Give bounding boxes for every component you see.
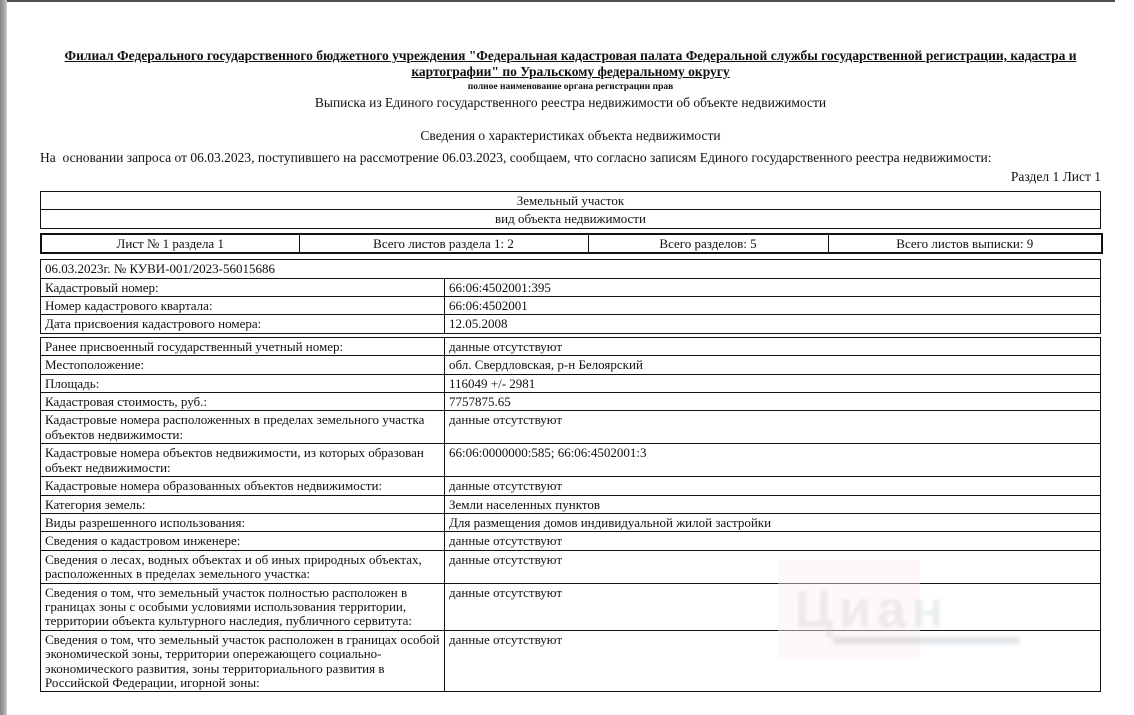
document-page (40, 48, 1101, 692)
object-type-caption: вид объекта недвижимости (41, 210, 1101, 228)
table-row (41, 374, 1101, 392)
table-row (41, 210, 1101, 228)
table-row (41, 477, 1101, 495)
section-sheet-label: Раздел 1 Лист 1 (1010, 169, 1101, 184)
doc-number: 06.03.2023г. № КУВИ-001/2023-56015686 (41, 260, 1101, 278)
sheet-info-cell: Лист № 1 раздела 1 (41, 234, 299, 253)
table-row (41, 583, 1101, 630)
row-label: Сведения о лесах, водных объектах и об иных природных объектах, расположенных в пределах земельного участка: (41, 550, 445, 583)
section-title: Сведения о характеристиках объекта недвижимости (420, 128, 721, 143)
sheet-info-cell: Всего листов выписки: 9 (828, 234, 1102, 253)
table-row (41, 356, 1101, 374)
row-label: Площадь: (41, 374, 445, 392)
scan-edge-top-artifact (7, 0, 1115, 2)
cian-watermark: Циан (795, 581, 950, 639)
row-value: 66:06:0000000:585; 66:06:4502001:3 (445, 444, 1101, 477)
row-value: 66:06:4502001:395 (445, 278, 1101, 296)
table-row (41, 260, 1101, 278)
sheet-info-cell: Всего разделов: 5 (588, 234, 828, 253)
table-row (41, 297, 1101, 315)
row-value: Земли населенных пунктов (445, 495, 1101, 513)
request-statement: На основании запроса от 06.03.2023, поступившего на рассмотрение 06.03.2023, сообщаем, что согласно записям Единого государственного реестра недвижимости: (40, 150, 992, 165)
table-row (41, 444, 1101, 477)
table-row (41, 532, 1101, 550)
row-value: Для размещения домов индивидуальной жилой застройки (445, 513, 1101, 531)
scan-edge-left-artifact (0, 0, 7, 715)
table-row (41, 630, 1101, 692)
table-row (41, 234, 1102, 253)
row-label: Дата присвоения кадастрового номера: (41, 315, 445, 333)
table-row (41, 411, 1101, 444)
row-label: Сведения о том, что земельный участок полностью расположен в границах зоны с особыми условиями использования территории, территории объекта культурного наследия, публичного сервитута: (41, 583, 445, 630)
row-label: Кадастровые номера образованных объектов недвижимости: (41, 477, 445, 495)
table-row (41, 550, 1101, 583)
sheet-info-table (40, 233, 1103, 254)
row-value: данные отсутствуют (445, 630, 1101, 692)
row-label: Кадастровые номера расположенных в пределах земельного участка объектов недвижимости: (41, 411, 445, 444)
row-value: 12.05.2008 (445, 315, 1101, 333)
row-value: данные отсутствуют (445, 532, 1101, 550)
table-row (41, 278, 1101, 296)
row-value: данные отсутствуют (445, 583, 1101, 630)
table-row (41, 192, 1101, 210)
row-label: Кадастровая стоимость, руб.: (41, 393, 445, 411)
row-value: данные отсутствуют (445, 411, 1101, 444)
row-value: данные отсутствуют (445, 337, 1101, 355)
identifiers-table (40, 259, 1101, 334)
sheet-info-cell: Всего листов раздела 1: 2 (299, 234, 588, 253)
table-row (41, 513, 1101, 531)
document-title: Выписка из Единого государственного реестра недвижимости об объекте недвижимости (314, 95, 827, 110)
row-value: 7757875.65 (445, 393, 1101, 411)
row-value: данные отсутствуют (445, 550, 1101, 583)
row-value: 66:06:4502001 (445, 297, 1101, 315)
row-value: обл. Свердловская, р-н Белоярский (445, 356, 1101, 374)
org-name: Филиал Федерального государственного бюджетного учреждения "Федеральная кадастровая палата Федеральной службы государственной регистрации, кадастра и картографии" по Уральскому федеральному округу (64, 48, 1077, 79)
row-label: Ранее присвоенный государственный учетный номер: (41, 337, 445, 355)
row-value: данные отсутствуют (445, 477, 1101, 495)
table-row (41, 315, 1101, 333)
details-table (40, 337, 1101, 693)
row-label: Местоположение: (41, 356, 445, 374)
table-row (41, 495, 1101, 513)
object-type-table (40, 191, 1101, 229)
table-row (41, 393, 1101, 411)
row-value: 116049 +/- 2981 (445, 374, 1101, 392)
row-label: Сведения о кадастровом инженере: (41, 532, 445, 550)
row-label: Кадастровый номер: (41, 278, 445, 296)
table-row (41, 337, 1101, 355)
row-label: Виды разрешенного использования: (41, 513, 445, 531)
object-type-value: Земельный участок (41, 192, 1101, 210)
row-label: Сведения о том, что земельный участок расположен в границах особой экономической зоны, территории опережающего социально-экономического развития, зоны территориального развития в Российской Федерации, игорной зоны: (41, 630, 445, 692)
row-label: Номер кадастрового квартала: (41, 297, 445, 315)
org-name-caption: полное наименование органа регистрации прав (467, 82, 674, 92)
row-label: Кадастровые номера объектов недвижимости, из которых образован объект недвижимости: (41, 444, 445, 477)
row-label: Категория земель: (41, 495, 445, 513)
